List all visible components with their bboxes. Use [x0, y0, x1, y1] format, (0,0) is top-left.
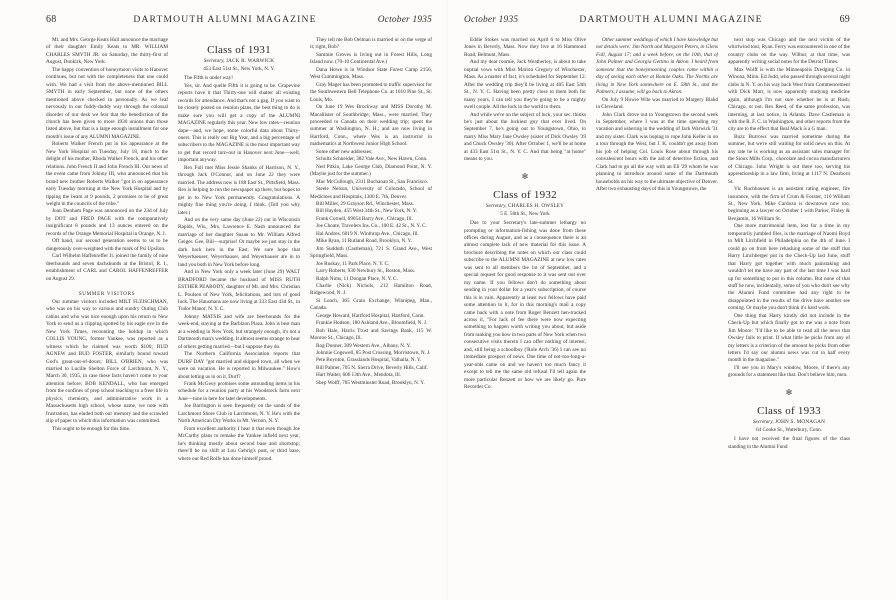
- paragraph: On July 9 Howie Wile was married to Margery Blahd in Cleveland.: [596, 96, 718, 111]
- secretary-line: [464, 203, 586, 210]
- paragraph: I'll see you in Mary's window, Moore, if there's any grounds for a statement like that. Don't believe him, men.: [728, 364, 850, 379]
- right-magazine-title: DARTMOUTH ALUMNI MAGAZINE: [579, 14, 763, 25]
- paragraph: John Clark drove out to Youngstown the second week in September, where I was at the time spending my vacation and ushering in the wedding of Jack Warwick '31 and my sister. Clark was hoping to rope John Keller in on a tour through the West, but J. K. couldn't get away from his job of helping Col. Louis Rose about through his convalescent hours with the aid of detective fiction, and Clark had to go all the way with an Eli '29 whom he was planning to introduce around some of the Dartmouth households on his way to the ultimate objective of Denver. After two exhausting days of this in Youngstown, the: [596, 111, 718, 193]
- paragraph: One more matrimonial item, lost for a time in my temporarily jumbled files, is the marriage of Naomi Boyd to Milt Litchfield in Philadelphia on the 4th of June. I could go on from here rehashing some of the stuff that Harry Linchberger put in the Check-Up last June, stuff that Harry got together with much painstaking and wouldn't let me have any part of the last time I was hard up for something to put in this column. But none of that stuff he now, incidentally, some of you who don't see why the Alumni Fund committee had any right to be disappointed in the results of the drive have another see coming. Or maybe you don't think it's hard work.: [728, 223, 850, 312]
- left-magazine-title: DARTMOUTH ALUMNI MAGAZINE: [133, 14, 317, 25]
- secretary-line: [178, 58, 300, 65]
- secretary-label: Secretary,: [485, 202, 507, 209]
- secretary-name: CHARLES H. OWSLEY: [507, 202, 565, 209]
- paragraph: And in New York only a week later (June 29) WALT BRADFORD became the husband of MISS RUTH ESTHER PEABODY, daughter of Mr. and Mrs. Christian L. Poulsen of New York, felicitations, and lots of good luck. The Hausmans are now living at 333 East 43d St., in Tudor Manor, N. Y. C.: [178, 269, 300, 313]
- paragraph: Max Wolff is with the Minneapolis Dredging Co. in Winona, Minn. Ed Judd, who passed through several night clubs in N. Y. on his way back West from Commencement with Dick Marr, is now apparently studying medicine again, although I'm not sure whether he is at Rush, Chicago, or not. Rex Reed, of the same profession, was interning, at last notice, in Atlanta. Dave Castleman is with the R. F. C. in Washington, and other reports from the city are to the effect that Beal Mack is a G man.: [728, 66, 850, 133]
- paragraph: Buzz Burrows was married sometime during the summer, but we're still waiting for solid news on this. At any rate he is working as an assistant sales manager for the Sioux Mills Corp., chocolate and cocoa manufacturers of Chicago. John Wright is out there too, serving his apprenticeship in a law firm, living at 1117 N. Dearborn St.: [728, 133, 850, 185]
- paragraph: Due to your Secretary's late-summer lethargy no prompting or information-fishing was done from these offices during August, and as a consequence there is an almost complete lack of new material for this issue. A brochure describing the notes on which our class could subscribe to the ALUMNI MAGAZINE at new low rates was sent to all members the 1st of September, and a special request for good response to it was sent out over my name. If you fellows don't do something about sending in your dollar for a year's subscription, of course this is in vain. Apparently at least two fellows have paid some attention to it, for in this morning's mail a copy came back with a note from Roger Benzett hen-tracked across it, "For lack of fee there were now expecting something to happen worth writing you about, but aside from ranking you how in two parts of New York when two consecutive visits therein I can offer nothing of interest, and, still being a schoolboy ('Role Arch '36) I can see no immediate prospect of news. One time of not-too-long-a-year-olds came on and we haven't too much fancy it except to tell me the same old refusal I'll tell again the more particular Benzett or how we are likely go. Pure Recorder Co.: [464, 220, 586, 391]
- address-entry: Joe Choate, Travelers Ins. Co., 100 E. 42 St., N. Y. C.: [316, 223, 427, 230]
- paragraph: And on the very same day (June 22) out in Wisconsin Rapids, Wis., Mrs. Lawrence E. Nash announced the marriage of her daughter Susan to Mr. William Alfred Geiger. Gee, Bill—surprise! Or maybe we just stay in the dark back here in the East. We sure hope that Weyerhaeuser, Weyerhauser, and Weyerhauser are in to land you both in New York before long.: [178, 217, 300, 268]
- paragraph: I have not received the final figures of the class standing in the Alumni Fund: [728, 436, 850, 450]
- class-of-1932-heading: Class of 1932: [493, 188, 557, 201]
- left-running-head: [46, 14, 432, 28]
- address-entry: Bob Hale, Harris Trust and Savings Bank, 115 W. Monroe St., Chicago, Ill.: [310, 327, 432, 342]
- secretary-address: 64 Cooke St., Waterbury, Conn.: [755, 427, 822, 434]
- address-entry: Larry Roberts, 930 Newbury St., Boston, Mass.: [316, 268, 416, 275]
- paragraph: And my dear roomie, Jack Weatherley, is about to take nuptial vows with Miss Marion Gregory of Winchester, Mass. As a matter of fact, it's scheduled for September 12. After the wedding trip they'll be living at 405 East 54th St., N. Y. C. Having been pretty close to them both for many years, I can tell you they're going to be a mighty swell couple. All the luck in the world to them.: [464, 59, 586, 111]
- address-entry: Hal Andres, 6019 N. Winthrop Ave., Chicago, Ill.: [316, 230, 419, 237]
- address-entry: Schultz Schneider, 382 Vale Ave., New Haven, Conn.: [316, 156, 428, 163]
- address-entry: Mike Ryan, 11 Rutland Road, Brooklyn, N. Y.: [316, 238, 412, 245]
- paragraph: One thing that Harry kindly did not include in the Check-Up but which finally got to me was a note from Jim Moore: "I'd like to be able to read all the news that Owsley fails to print. If what little he picks from any of my letters is a criterion of the amount he picks from other letters I'd say our alumni news was cut in half every month in the magazine.": [728, 312, 850, 364]
- paragraph: And while we're on the subject of luck, your sec. thinks he's just about the luckiest guy that ever lived. On September 7, he's going out to Youngstown, Ohio, to marry Miss Mary Jane Owsley (sister of Dick Owsley '39 and Chuck Owsley '30). After October 1, we'll be at home at 433 East 51st St., N. Y. C. And that being "at home" means to you.: [464, 111, 586, 163]
- class-of-1933-heading: Class of 1933: [757, 404, 821, 417]
- address-entry: Ralph Nims, 11 Dongan Place, N. Y. C.: [316, 275, 398, 282]
- right-page: [448, 0, 896, 600]
- right-running-head: [464, 14, 850, 28]
- right-issue-date: October 1935: [464, 15, 519, 25]
- paragraph: They tell me Bob Oelman is married or on the verge of it; right, Bob?: [310, 37, 432, 51]
- paragraph: Sammie Groves is living out in Forest Hills, Long Island now. (70-10 Continental Ave.): [310, 51, 432, 66]
- address-entry: Johnnie Cogswell, 85 Post Crossing, Morristown, N. J.: [316, 350, 431, 357]
- address-entry: Steele Nelson, University of Colorado, School of Medicines and Hospitals, 1300 E. 7th, Denver.: [310, 186, 432, 200]
- paragraph: Dana Howe is in Windsor State Forest Camp 2156, West Cummington, Mass.: [310, 66, 432, 81]
- paragraph: On June 19 Wes Brockway and MISS Dorothy M. Macallister of Southbridge, Mass., were married. They proceeded to Canada on their wedding trip; spent the summer at Washington, N. H.; and are now living in Hartford, Conn., where Wes is an instructor in mathematics at Northwest Junior High School.: [310, 104, 432, 148]
- left-column-1: [46, 37, 168, 589]
- ornament-icon: ✻: [785, 387, 793, 397]
- address-entry: Bill Miller, 29 Grayson Rd., Winchester, Mass.: [316, 200, 414, 207]
- paragraph: Off hand, our second generation seems to us to be dangerously over-weighted with the mark of Psi Upsilon.: [46, 238, 168, 252]
- paragraph: next stop was Chicago and the next victim of the whirlwind tour, Ryan. Ferry was encountered in one of the country clubs on the way. Wilbur, at that time, was apparently writing social notes for the Detroit Times.: [728, 37, 850, 66]
- quoted-letter-paragraph: Other summer weddings of which I have knowledge but not details were: Jim North and Margaret Peters, in Glens Fall, August 17; and a week before, on the 10th, that of John Palmer and Georgia Gettino in Akron. I heard from someone that the honeymooning couples came within a day of seeing each other at Bonnie Oaks. The Norths are living in New York somewhere on E. 58th St., and the Palmers, I assume, will go back to Akron.: [596, 37, 718, 96]
- paragraph: Joe Barrington is seen frequently on the sands of the Larchmont Shore Club in Larchmont, N. Y. He's with the North American Dry Works in Mt. Vernon, N. Y.: [178, 403, 300, 425]
- paragraph: The Northern California Association reports that DURF DAY "got married and skipped town, all when we were on vacation. He is reported in Milwaukee." How's about letting us in on it, Durf?: [178, 351, 300, 380]
- address-entry: Bill Hayden, 455 West 34th St., New York, N. Y.: [316, 208, 418, 215]
- secretary-name: JACK R. WARWICK: [225, 58, 275, 64]
- class-of-1931-heading: Class of 1931: [207, 44, 271, 56]
- address-entry: Hart Walter, 606 13th Ave., Mendota, Ill.: [316, 372, 402, 379]
- paragraph: Our summer visitors included MILT FLEISCHMAN, who was on his way to various and sundry Outing Club cabins and who was nice enough upon his return to New York to send us a clipping spotted by his eagle eye in the New York Times, recounting the holdup in which COLLIS YOUNG, former Yankee, was reported as a witness which he claimed was worth $100; BUD AGNEW and BUD FOSTER, similarly bound toward God's great-out-of-doors; BILL O'BRIEN, who was married to Lucille Shelton Force of Larchmont, N. Y., March 30, 1935, in case these facts haven't come to your attention before; BOB KENDALL, who has emerged from the confines of prep school teaching to a freer life in physics, chemistry, and administrative work in a Massachusetts high school, whose name, we note with frustration, has eluded both our memory and the scrawled slip of paper to which this information was committed.: [46, 298, 168, 425]
- right-page-folio: 69: [839, 14, 850, 25]
- right-columns: [464, 37, 850, 589]
- address-entry: Rog Donner, 309 Western Ave., Albany, N. Y.: [316, 342, 411, 349]
- address-entry: Pete Boynton, Grasslands Hospital, Valhalla, N. Y.: [316, 357, 422, 364]
- summer-visitors-subhead: SUMMER VISITORS: [78, 290, 136, 297]
- address-entry: George Howard, Hartford Hospital, Hartford, Conn.: [316, 312, 425, 319]
- address-entry: Mac McCullough, 2311 Buchanan St., San Francisco.: [316, 178, 429, 185]
- right-column-2: [596, 37, 718, 589]
- secretary-name: JOHN S. MONAGAN: [774, 418, 826, 425]
- address-entry: Jim Sudduth (Castleman), 721 S. Grand Ave., West Springfield, Mass.: [310, 245, 432, 260]
- paragraph: Some other new addresses:: [316, 148, 373, 155]
- secretary-label: Secretary,: [203, 58, 225, 64]
- left-issue-date: October 1935: [377, 15, 432, 25]
- paragraph: Eddie Stokes was married on April 6 to Miss Olive Jones in Beverly, Mass. Now they live at 16 Hammond Road, Belmont, Mass.: [464, 37, 586, 58]
- left-columns: [46, 37, 432, 589]
- left-page-folio: 68: [46, 14, 57, 25]
- address-entry: Charlie (Nick) Nichols, 212 Hamilton Road, Ridgewood, N. J.: [310, 282, 432, 297]
- address-entry: Ned Pitkin, Lake George Club, Diamond Point, N. Y. (Maybe just for the summer.): [310, 163, 432, 178]
- left-column-2: [178, 37, 300, 589]
- secretary-label: Secretary,: [752, 418, 774, 425]
- paragraph: Joan Denham Page was announced on the 23d of July by DOT and FRED PAGE with the comparatively insignificant 8 pounds and 13 ounces entered on the records of the Orange Memorial Hospital in Orange, N. J.: [46, 208, 168, 237]
- address-entry: Si Leach, 365 Grain Exchange, Winnipeg, Man., Canada.: [310, 297, 432, 312]
- paragraph: The happy convention of honeymoon visits to Hanover continues, but not with the completeness that one could wish. We had a visit from the above-mentioned BILL SMYTH in early September, but none of the others mentioned above checked in personally. As we leaf nervously in our fuddy-duddy way through the colossal disorder of our desk we fear that the benediction of the church has been given to more 1930 unions than those listed above, but that is a large enough installment for one month's issue of any ALUMNI MAGAZINE.: [46, 66, 168, 140]
- address-entry: Frank Cornell, 69054 Barry Ave., Chicago, Ill.: [316, 215, 413, 222]
- right-column-3: [728, 37, 850, 589]
- ornament-icon: ✻: [521, 171, 529, 181]
- paragraph: This ought to be enough for this time.: [52, 425, 131, 432]
- paragraph: Roberts Walker French put in his appearance at the New York Hospital on Tuesday, July 18, much to the delight of his mother, Rhoda Walker French, and his other relations. John French II and John French III. Our news of the event came from Johnny III, who announced that his brand new brother Roberts Walker "got in on appearance early Tuesday morning at the New York Hospital and by tipping the beam at 9 pounds, 2 promises to be of great weight in the councils of the tribe.": [46, 141, 168, 207]
- paragraph: The Fifth is under way!: [184, 75, 233, 82]
- paragraph: Frank McGeoy promises some astounding items in his schedule for a reunion party at his Woodstock farm next June—tune in here for later developments.: [178, 380, 300, 402]
- address-entry: Bill Palmer, 705 N. Sierra Drive, Beverly Hills, Calif.: [316, 364, 428, 371]
- paragraph: Mr. and Mrs. George Keats Hull announce the marriage of their daughter Emily Keats to MR. WILLIAM CHARLES SMYTH JR. on Saturday, the thirty-first of August, Dunkirk, New York.: [46, 37, 168, 66]
- secretary-address: 5 E. 58th St., New York: [500, 210, 550, 217]
- left-column-3: [310, 37, 432, 589]
- secretary-address: 453 East 51st St., New York, N. Y.: [203, 66, 275, 73]
- secretary-line: [728, 419, 850, 426]
- paragraph: Rex Full met Miss Jessie Shanks of Harrison, N. Y., through Jack O'Connor, and on June 22 they were married. The address now is 188 East St., Pittsfield, Mass. Rex is helping to run the newspaper up there, but hopes to get in to New York permanently. Congratulations. A mighty fine thing you're doing, I think. (Tell you why later.): [178, 164, 300, 216]
- paragraph: From excellent authority I hear it that even though Joe McCarthy plans to remake the Yankee infield next year, he's thinking mostly about second base and shortstop; there'll be no shift at Lou Gehrig's post, or third base, where our Red Rolfe has done himself proud.: [178, 425, 300, 462]
- paragraph: Johnny MATSIS and wife are beerhounds for the week-end, staying at the Barbizon Plaza. John is best man at a wedding in New York, but strangely enough, it's not a Dartmouth man's wedding. It almost seems strange to hear of others getting married—but I suppose they do.: [178, 313, 300, 350]
- paragraph: Vic Ruchhausen is an assistant rating engineer, fire insurance, with the firm of Crum & Forster, 110 William St., New York. Mike Cardozo is downtown now too, beginning as a lawyer on October 1 with Parker, Finley & Benjamin, 16 William St.: [728, 186, 850, 222]
- right-column-1: [464, 37, 586, 589]
- address-entry: Frankie Hodson, 180 Ashland Ave., Bloomfield, N. J.: [316, 320, 428, 327]
- paragraph: Yes, sir. And quelle Fifth it is going to be. Grapevine reports have it that Thirty-one will shatter all existing records for attendance. And that's not a gag. If you want to be closely posted on reunion plans, the best thing to do is make sure you will get a copy of the ALUMNI MAGAZINE regularly this year. New low rates—reunion dope—and, we hope, some colorful data about Thirty-oners. This is really our Big Year, and a big percentage of subscribers to the MAGAZINE is the most important way to get that record turn-out in Hanover next June—well, important anyway.: [178, 82, 300, 164]
- address-entry: Shep Wolff, 785 Westminster Road, Brooklyn, N. Y.: [316, 379, 425, 386]
- address-entry: Joe Ruskay, 11 Park Place, N. Y. C.: [316, 260, 390, 267]
- paragraph: Carl Wilhelm Haffenreffer Jr. joined the family of nine deerhounds and seven dachshunds at the Bristol, R. I., establishment of CARL and CAROL HAFFENREFFER on August 29.: [46, 253, 168, 282]
- paragraph: Gray Mager has been promoted to traffic supervisor for the Southwestern Bell Telephone Co. at 1010 Pine St., St. Louis, Mo.: [310, 81, 432, 103]
